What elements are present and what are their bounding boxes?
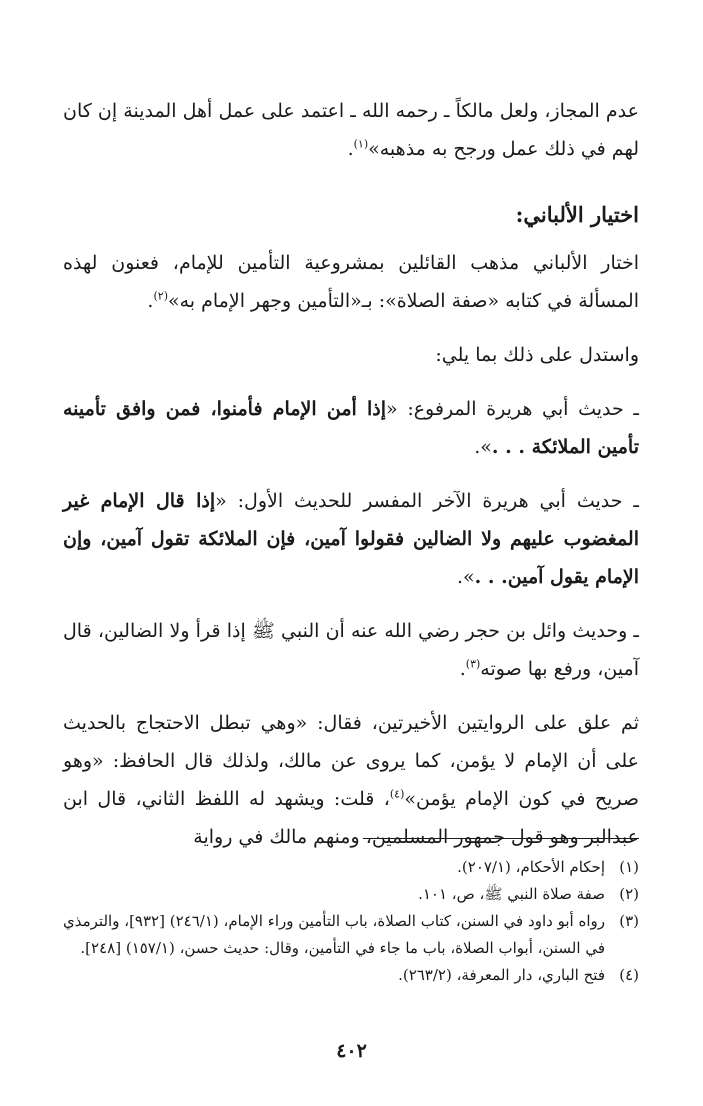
paragraph-1-end: . (347, 138, 354, 160)
footnote-ref-4: (٤) (389, 787, 405, 801)
body-text (63, 92, 639, 856)
footnote-3 (63, 908, 639, 962)
hadith-2-quote: إذا قال الإمام غير المغضوب عليهم ولا الضالين فقولوا آمين، فإن الملائكة تقول آمين، وإن الإمام يقول آمين. . . (63, 490, 639, 588)
hadith-3-end: . (459, 658, 466, 680)
footnote-divider (363, 838, 639, 839)
footnote-ref-2: (٢) (153, 289, 168, 303)
footnote-2 (63, 881, 639, 908)
footnote-3-text: رواه أبو داود في السنن، كتاب الصلاة، باب التأمين وراء الإمام، (٢٤٦/١) [٩٣٢]، والترمذي في السنن، أبواب الصلاة، باب ما جاء في التأمين، وقال: حديث حسن، (١٥٧/١) [٢٤٨]. (63, 912, 605, 957)
paragraph-1-text: عدم المجاز، ولعل مالكاً ـ رحمه الله ـ اعتمد على عمل أهل المدينة إن كان لهم في ذلك عمل ورجح به مذهبه» (63, 100, 639, 160)
section-heading: اختيار الألباني: (515, 202, 639, 227)
hadith-1-prefix: ـ حديث أبي هريرة المرفوع: « (386, 398, 639, 420)
paragraph-2 (63, 244, 639, 320)
hadith-2 (63, 482, 639, 596)
hadith-1-quote: إذا أمن الإمام فأمنوا، فمن وافق تأمينه تأمين الملائكة . . . (63, 398, 639, 458)
footnote-1 (63, 854, 639, 881)
paragraph-2-text: اختار الألباني مذهب القائلين بمشروعية التأمين للإمام، فعنون لهذه المسألة في كتابه «صفة الصلاة»: بـ«التأمين وجهر الإمام به» (63, 252, 639, 312)
footnote-1-number: (١) (619, 858, 639, 876)
footnotes (63, 854, 639, 989)
paragraph-1 (63, 92, 639, 168)
paragraph-7-part-a: ثم علق على الروايتين الأخيرتين، فقال: «وهي تبطل الاحتجاج بالحديث على أن الإمام لا يؤمن، كما يروى عن مالك، ولذلك قال الحافظ: «وهو صريح في كون الإمام يؤمن» (63, 712, 639, 810)
footnote-ref-1: (١) (353, 137, 369, 151)
page-number: ٤٠٢ (336, 1040, 367, 1062)
paragraph-7-part-b: ، قلت: ويشهد له اللفظ الثاني، قال ابن عبدالبر وهو قول جمهور المسلمين، ومنهم مالك في رواية (63, 788, 639, 848)
footnote-2-number: (٢) (619, 885, 639, 903)
hadith-1 (63, 390, 639, 466)
footnote-ref-3: (٣) (465, 657, 481, 671)
hadith-2-prefix: ـ حديث أبي هريرة الآخر المفسر للحديث الأول: « (215, 490, 639, 512)
hadith-1-suffix: ». (474, 436, 492, 458)
footnote-1-text: إحكام الأحكام، (٢٠٧/١). (457, 858, 605, 876)
footnote-4 (63, 962, 639, 989)
paragraph-2-end: . (147, 290, 154, 312)
paragraph-7 (63, 704, 639, 856)
hadith-3 (63, 612, 639, 688)
footnote-2-text: صفة صلاة النبي ﷺ، ص، ١٠١. (418, 885, 605, 903)
paragraph-3: واستدل على ذلك بما يلي: (435, 344, 639, 366)
footnote-4-number: (٤) (619, 966, 639, 984)
footnote-3-number: (٣) (619, 912, 639, 930)
hadith-3-text: ـ وحديث وائل بن حجر رضي الله عنه أن النبي ﷺ إذا قرأ ولا الضالين، قال آمين، ورفع بها صوته (63, 620, 639, 680)
footnote-4-text: فتح الباري، دار المعرفة، (٢٦٣/٢). (398, 966, 605, 984)
hadith-2-suffix: ». (457, 566, 475, 588)
